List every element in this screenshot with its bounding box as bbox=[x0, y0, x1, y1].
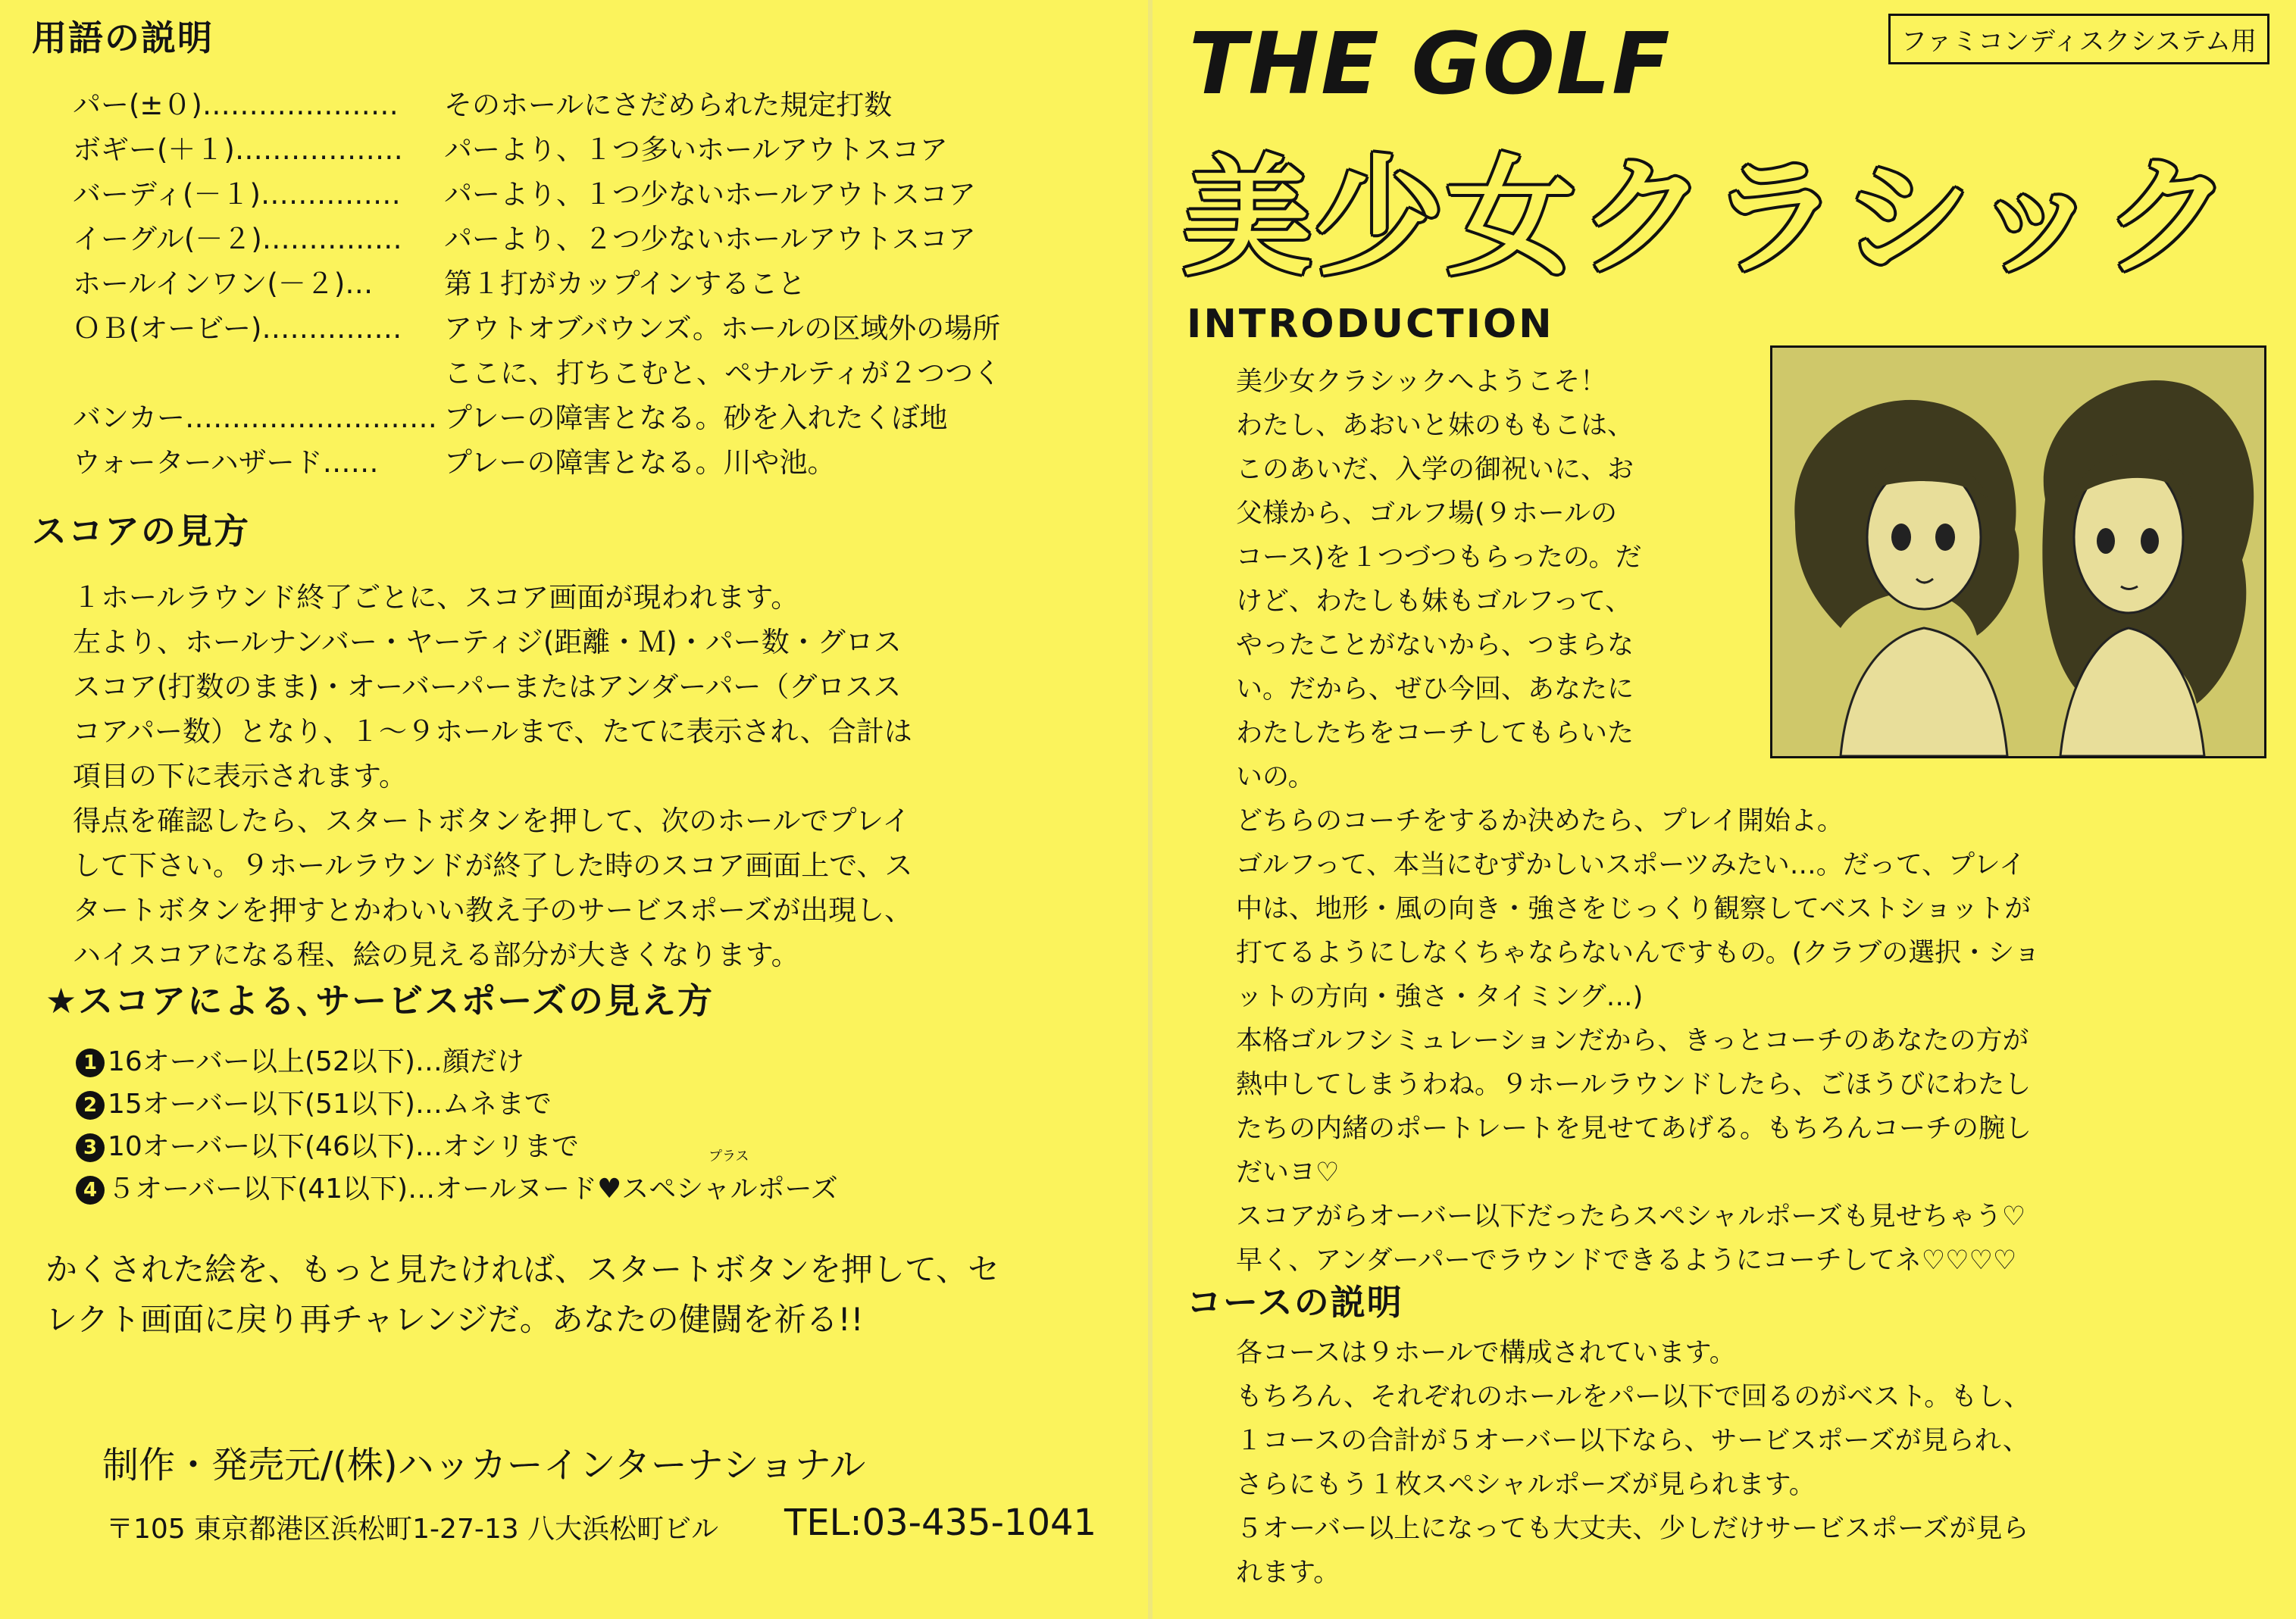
intro-line: いの。 bbox=[1236, 762, 1315, 792]
address: 〒105 東京都港区浜松町1-27-13 八大浜松町ビル bbox=[106, 1514, 719, 1545]
publisher: 制作・発売元/(株)ハッカーインターナショナル bbox=[102, 1444, 866, 1486]
glossary-item: バンカー……………………… プレーの障害となる。砂を入れたくぼ地 bbox=[73, 402, 948, 434]
number-3-icon: 3 bbox=[76, 1133, 105, 1162]
twin-girls-illustration bbox=[1772, 348, 2264, 756]
score-heading: スコアの見方 bbox=[32, 511, 250, 552]
glossary-item: ホールインワン(－２)… 第１打がカップインすること bbox=[73, 267, 806, 300]
number-2-icon: 2 bbox=[76, 1091, 105, 1120]
course-line: 各コースは９ホールで構成されています。 bbox=[1236, 1338, 1736, 1368]
plus-ruby: プラス bbox=[709, 1149, 749, 1164]
intro-line: ットの方向・強さ・タイミング…) bbox=[1236, 982, 1644, 1012]
number-1-icon: 1 bbox=[76, 1049, 105, 1077]
intro-line: このあいだ、入学の御祝いに、お bbox=[1236, 455, 1634, 485]
glossary-item: ＯＢ(オービー)…………… アウトオブバウンズ。ホールの区域外の場所 bbox=[73, 312, 1001, 345]
pose-item: 3 10オーバー以下(46以下)…オシリまで bbox=[76, 1125, 579, 1164]
glossary-item: ボギー(＋１)……………… パーより、１つ多いホールアウトスコア bbox=[73, 133, 948, 166]
intro-line: やったことがないから、つまらな bbox=[1236, 630, 1634, 661]
intro-line: 熱中してしまうわね。９ホールラウンドしたら、ごほうびにわたし bbox=[1236, 1070, 2032, 1100]
right-page bbox=[1148, 0, 2296, 1619]
intro-line: わたし、あおいと妹のももこは、 bbox=[1236, 411, 1634, 441]
course-line: ５オーバー以上になっても大丈夫、少しだけサービスポーズが見ら bbox=[1236, 1514, 2029, 1544]
score-line: 左より、ホールナンバー・ヤーティジ(距離・Ｍ)・パー数・グロス bbox=[73, 626, 902, 658]
course-line: １コースの合計が５オーバー以下なら、サービスポーズが見られ、 bbox=[1236, 1426, 2029, 1456]
number-4-icon: 4 bbox=[76, 1176, 105, 1205]
closing-line: レクト画面に戻り再チャレンジだ。あなたの健闘を祈る!! bbox=[45, 1301, 864, 1338]
course-line: れます。 bbox=[1236, 1558, 1340, 1588]
score-line: ハイスコアになる程、絵の見える部分が大きくなります。 bbox=[73, 939, 799, 971]
pose-item: 4 ５オーバー以下(41以下)…オールヌード♥スペシャルポーズ bbox=[76, 1167, 838, 1206]
pose-item: 1 16オーバー以上(52以下)…顔だけ bbox=[76, 1040, 524, 1079]
score-line: １ホールラウンド終了ごとに、スコア画面が現われます。 bbox=[73, 581, 799, 614]
intro-heading: INTRODUCTION bbox=[1187, 302, 1554, 347]
intro-line: ゴルフって、本当にむずかしいスポーツみたい…。だって、プレイ bbox=[1236, 850, 2025, 880]
intro-line: どちらのコーチをするか決めたら、プレイ開始よ。 bbox=[1236, 806, 1844, 836]
score-line: 項目の下に表示されます。 bbox=[73, 760, 408, 792]
glossary-item: イーグル(－２)…………… パーより、２つ少ないホールアウトスコア bbox=[73, 223, 976, 255]
glossary-item: パー(±０)………………… そのホールにさだめられた規定打数 bbox=[73, 89, 893, 121]
course-line: さらにもう１枚スペシャルポーズが見られます。 bbox=[1236, 1470, 1816, 1500]
intro-line: 父様から、ゴルフ場(９ホールの bbox=[1236, 499, 1617, 529]
title-japanese: 美少女クラシック bbox=[1183, 143, 2235, 293]
glossary-item: ここに、打ちこむと、ペナルティが２つつく bbox=[444, 357, 1002, 389]
intro-line: 中は、地形・風の向き・強さをじっくり観察してベストショットが bbox=[1236, 894, 2032, 924]
score-line: スコア(打数のまま)・オーバーパーまたはアンダーパー（グロスス bbox=[73, 670, 902, 703]
glossary-heading: 用語の説明 bbox=[32, 17, 214, 58]
intro-line: わたしたちをコーチしてもらいた bbox=[1236, 718, 1634, 749]
intro-line: い。だから、ぜひ今回、あなたに bbox=[1236, 674, 1634, 705]
score-line: タートボタンを押すとかわいい教え子のサービスポーズが出現し、 bbox=[73, 894, 913, 927]
pose-item: 2 15オーバー以下(51以下)…ムネまで bbox=[76, 1083, 552, 1121]
intro-line: たちの内緒のポートレートを見せてあげる。もちろんコーチの腕し bbox=[1236, 1114, 2032, 1144]
intro-line: 美少女クラシックへようこそ！ bbox=[1236, 367, 1607, 397]
intro-line: だいヨ♡ bbox=[1236, 1158, 1340, 1188]
character-illustration bbox=[1770, 345, 2266, 758]
intro-line: コース)を１つづつもらったの。だ bbox=[1236, 542, 1642, 573]
closing-line: かくされた絵を、もっと見たければ、スタートボタンを押して、セ bbox=[45, 1251, 1000, 1288]
intro-line: 打てるようにしなくちゃならないんですもの。(クラブの選択・ショ bbox=[1236, 938, 2041, 968]
score-line: 得点を確認したら、スタートボタンを押して、次のホールでプレイ bbox=[73, 805, 911, 837]
score-line: して下さい。９ホールラウンドが終了した時のスコア画面上で、ス bbox=[73, 849, 913, 882]
glossary-item: ウォーターハザード…… プレーの障害となる。川や池。 bbox=[73, 446, 836, 479]
course-heading: コースの説明 bbox=[1187, 1282, 1403, 1323]
telephone: TEL:03-435-1041 bbox=[784, 1502, 1097, 1544]
poses-heading: ★スコアによる､サービスポーズの見え方 bbox=[45, 980, 714, 1021]
intro-line: 早く、アンダーパーでラウンドできるようにコーチしてネ♡♡♡♡ bbox=[1236, 1246, 2017, 1276]
glossary-item: バーディ(－１)…………… パーより、１つ少ないホールアウトスコア bbox=[73, 178, 976, 211]
intro-line: 本格ゴルフシミュレーションだから、きっとコーチのあなたの方が bbox=[1236, 1026, 2029, 1056]
course-line: もちろん、それぞれのホールをパー以下で回るのがベスト。もし、 bbox=[1236, 1382, 2031, 1412]
intro-line: スコアがらオーバー以下だったらスペシャルポーズも見せちゃう♡ bbox=[1236, 1202, 2026, 1232]
score-line: コアパー数）となり、１～９ホールまで、たてに表示され、合計は bbox=[73, 715, 912, 748]
system-label: ファミコンディスクシステム用 bbox=[1888, 14, 2269, 64]
intro-line: けど、わたしも妹もゴルフって、 bbox=[1236, 586, 1632, 617]
title-english: THE GOLF bbox=[1189, 15, 1672, 114]
